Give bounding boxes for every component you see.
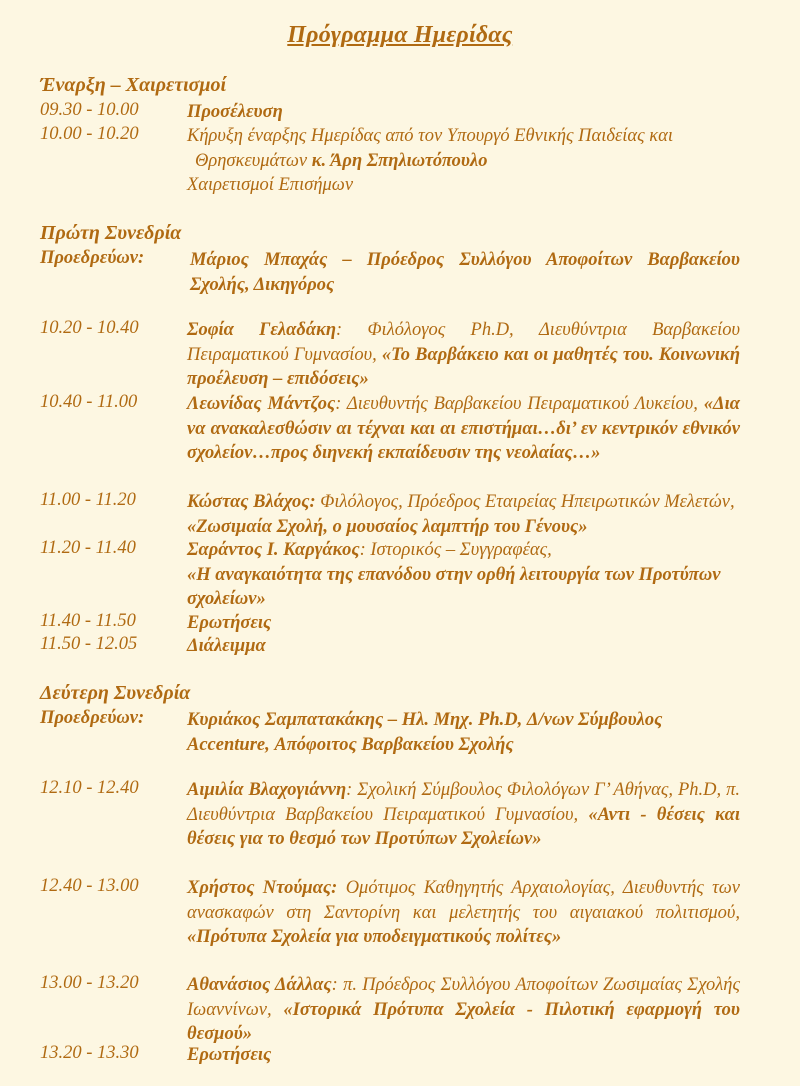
speaker-name: Αιμιλία Βλαχογιάννη [187, 780, 347, 800]
schedule-item [40, 876, 740, 950]
schedule-item [40, 1043, 740, 1068]
item-text: Προσέλευση [187, 102, 283, 122]
time-slot: 11.40 - 11.50 [40, 611, 136, 631]
schedule-item [40, 100, 740, 125]
item-text: Ερωτήσεις [187, 1045, 272, 1065]
speaker-role: : Διευθυντής Βαρβακείου Πειραματικού Λυκείου, [335, 394, 704, 414]
schedule-item [40, 973, 740, 1047]
item-text: Ερωτήσεις [187, 613, 272, 633]
talk-title: «Ιστορικά Πρότυπα Σχολεία - Πιλοτική εφαρμογή του θεσμού» [187, 999, 740, 1044]
presider-label: Προεδρεύων: [40, 248, 145, 268]
speaker-role: : Φιλόλογος Ph.D, Διευθύντρια Βαρβακείου Πειραματικού Γυμνασίου, [187, 320, 740, 365]
speaker-role: Ομότιμος Καθηγητής Αρχαιολογίας, Διευθυντής των ανασκαφών στη Σαντορίνη και μελετητής του αιγαιακού πολιτισμού, [187, 878, 740, 923]
item-text: Κήρυξη έναρξης Ημερίδας από τον Υπουργό Εθνικής Παιδείας και [187, 126, 673, 146]
schedule-item [40, 490, 740, 539]
speaker-name: Χρήστος Ντούμας: [187, 878, 338, 898]
talk-title: «Πρότυπα Σχολεία για υποδειγματικούς πολίτες» [187, 927, 562, 947]
presider-name: Κυριάκος Σαμπατακάκης – Ηλ. Μηχ. Ph.D, Δ/νων Σύμβουλος Accenture, Απόφοιτος Βαρβακείου Σχολής [187, 710, 663, 755]
schedule-item [40, 124, 740, 198]
speaker-role: : Σχολική Σύμβουλος Φιλολόγων Γ’ Αθήνας, Ph.D, π. Διευθύντρια Βαρβακείου Πειραματικού Γυμνασίου, [187, 780, 740, 825]
time-slot: 11.00 - 11.20 [40, 490, 136, 510]
section-heading-session2: Δεύτερη Συνεδρία [40, 682, 191, 704]
presider-row [40, 708, 740, 757]
speaker-name: Αθανάσιος Δάλλας [187, 975, 332, 995]
speaker-name: Σοφία Γελαδάκη [187, 320, 337, 340]
talk-title: «Δια να ανακαλεσθώσιν αι τέχναι και αι επιστήμαι…δι’ εν κεντρικόν εθνικόν σχολείον…προς διηνεκή εκπαίδευσιν της νεολαίας…» [187, 394, 740, 463]
time-slot: 10.40 - 11.00 [40, 392, 138, 412]
time-slot: 10.20 - 10.40 [40, 318, 139, 338]
schedule-item [40, 611, 740, 636]
page-title: Πρόγραμμα Ημερίδας [287, 22, 513, 48]
time-slot: 12.40 - 13.00 [40, 876, 139, 896]
talk-title: «Αντι - θέσεις και θέσεις για το θεσμό των Προτύπων Σχολείων» [187, 804, 740, 849]
item-text: Θρησκευμάτων [195, 150, 312, 171]
section-heading-opening: Έναρξη – Χαιρετισμοί [40, 74, 227, 96]
time-slot: 12.10 - 12.40 [40, 778, 139, 798]
time-slot: 09.30 - 10.00 [40, 100, 139, 120]
time-slot: 10.00 - 10.20 [40, 124, 139, 144]
talk-title: «Ζωσιμαία Σχολή, ο μουσαίος λαμπτήρ του Γένους» [187, 516, 588, 537]
item-text: Διάλειμμα [187, 636, 266, 656]
speaker-name: Κώστας Βλάχος: [187, 492, 316, 512]
time-slot: 11.20 - 11.40 [40, 538, 136, 558]
time-slot: 11.50 - 12.05 [40, 634, 138, 654]
speaker-role: : π. Πρόεδρος Συλλόγου Αποφοίτων Ζωσιμαίας Σχολής Ιωαννίνων, [187, 975, 740, 1020]
time-slot: 13.00 - 13.20 [40, 973, 139, 993]
schedule-item [40, 634, 740, 659]
presider-row [40, 248, 740, 297]
presider-label: Προεδρεύων: [40, 708, 145, 728]
minister-name: κ. Άρη Σπηλιωτόπουλο [311, 150, 488, 171]
schedule-item [40, 778, 740, 852]
speaker-role: : Ιστορικός – Συγγραφέας, [359, 540, 552, 560]
presider-name: Μάριος Μπαχάς – Πρόεδρος Συλλόγου Αποφοίτων Βαρβακείου Σχολής, Δικηγόρος [190, 250, 740, 295]
section-heading-session1: Πρώτη Συνεδρία [40, 222, 182, 244]
speaker-name: Σαράντος Ι. Καργάκος [187, 540, 360, 560]
speaker-name: Λεωνίδας Μάντζος [187, 394, 336, 414]
speaker-role: Φιλόλογος, Πρόεδρος Εταιρείας Ηπειρωτικών Μελετών, [315, 492, 735, 512]
time-slot: 13.20 - 13.30 [40, 1043, 139, 1063]
schedule-item [40, 392, 740, 466]
talk-title: «Η αναγκαιότητα της επανόδου στην ορθή λειτουργία των Προτύπων σχολείων» [187, 564, 721, 609]
schedule-item [40, 318, 740, 392]
schedule-item [40, 538, 740, 612]
item-text: Χαιρετισμοί Επισήμων [187, 175, 354, 195]
talk-title: «Το Βαρβάκειο και οι μαθητές του. Κοινωνική προέλευση – επιδόσεις» [187, 344, 740, 389]
